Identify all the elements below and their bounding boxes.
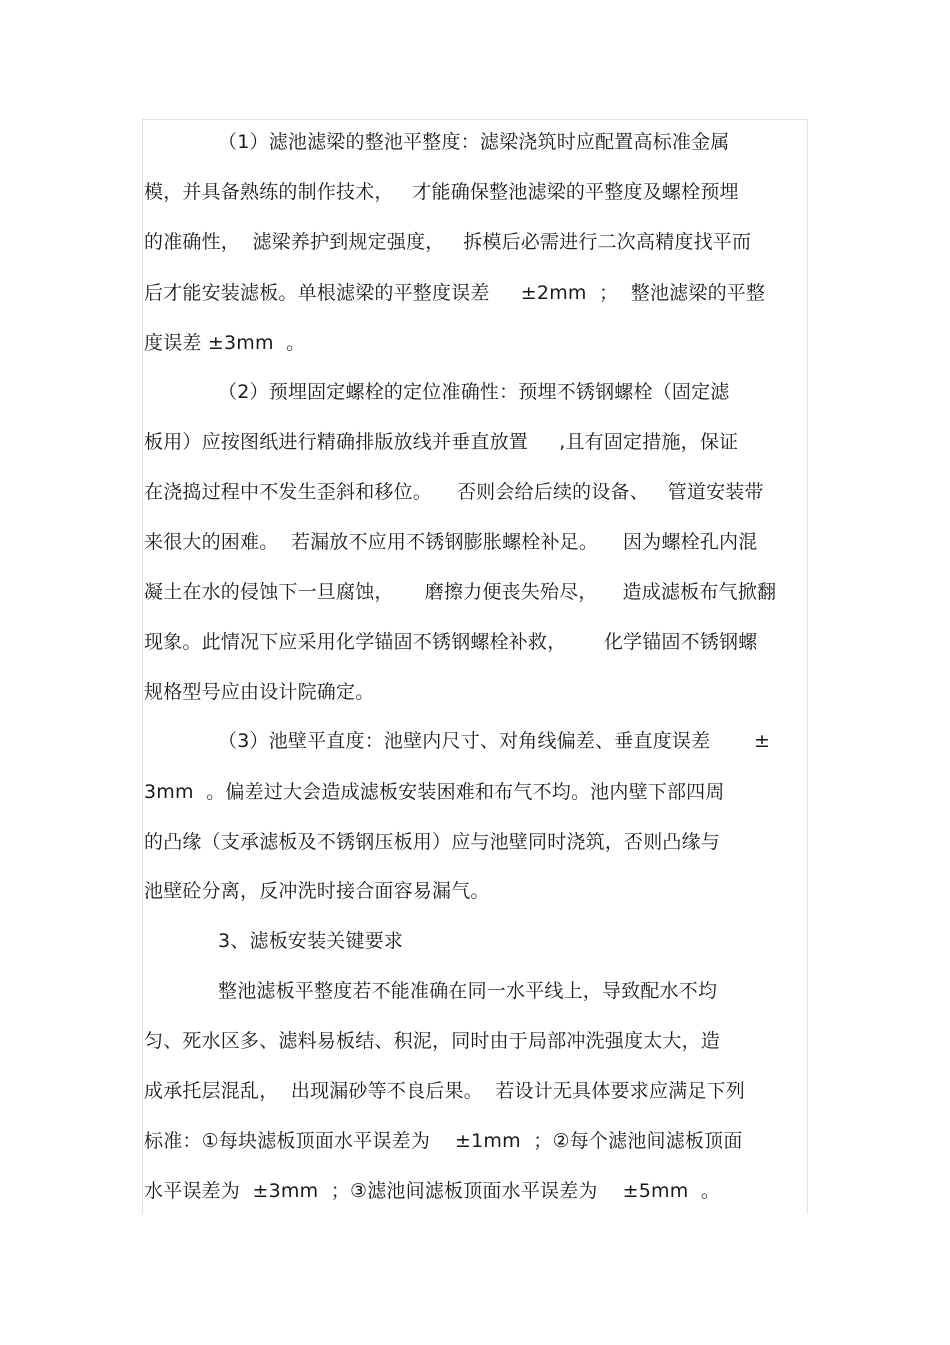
paragraph-line: （1）滤池滤梁的整池平整度：滤梁浇筑时应配置高标准金属 bbox=[218, 131, 730, 153]
section-heading: 3、滤板安装关键要求 bbox=[218, 930, 404, 952]
paragraph-line: （2）预埋固定螺栓的定位准确性：预埋不锈钢螺栓（固定滤 bbox=[218, 381, 730, 403]
paragraph-line: 度误差 ±3mm 。 bbox=[144, 332, 306, 354]
paragraph-line: 的凸缘（支承滤板及不锈钢压板用）应与池壁同时浇筑，否则凸缘与 bbox=[144, 831, 721, 853]
paragraph-line: 板用）应按图纸进行精确排版放线并垂直放置 ,且有固定措施，保证 bbox=[144, 431, 739, 453]
page-frame-top bbox=[142, 119, 808, 120]
paragraph-line: 模，并具备熟练的制作技术， 才能确保整池滤梁的平整度及螺栓预埋 bbox=[144, 181, 739, 203]
paragraph-line: 的准确性， 滤梁养护到规定强度， 拆模后必需进行二次高精度找平而 bbox=[144, 231, 752, 253]
paragraph-line: 后才能安装滤板。单根滤梁的平整度误差 ±2mm ； 整池滤梁的平整 bbox=[144, 282, 766, 304]
paragraph-line: 匀、死水区多、滤料易板结、积泥，同时由于局部冲洗强度太大，造 bbox=[144, 1030, 721, 1052]
paragraph-line: （3）池壁平直度：池壁内尺寸、对角线偏差、垂直度误差 ± bbox=[218, 730, 771, 752]
paragraph-line: 来很大的困难。 若漏放不应用不锈钢膨胀螺栓补足。 因为螺栓孔内混 bbox=[144, 531, 758, 553]
paragraph-line: 整池滤板平整度若不能准确在同一水平线上，导致配水不均 bbox=[218, 980, 718, 1002]
paragraph-line: 池壁砼分离，反冲洗时接合面容易漏气。 bbox=[144, 880, 490, 902]
page-frame-left bbox=[142, 119, 143, 1214]
paragraph-line: 在浇捣过程中不发生歪斜和移位。 否则会给后续的设备、 管道安装带 bbox=[144, 481, 764, 503]
paragraph-line: 水平误差为 ±3mm ；③滤池间滤板顶面水平误差为 ±5mm 。 bbox=[144, 1180, 721, 1202]
paragraph-line: 成承托层混乱， 出现漏砂等不良后果。 若设计无具体要求应满足下列 bbox=[144, 1080, 745, 1102]
paragraph-line: 3mm 。偏差过大会造成滤板安装困难和布气不均。池内壁下部四周 bbox=[144, 781, 725, 803]
paragraph-line: 凝土在水的侵蚀下一旦腐蚀， 磨擦力便丧失殆尽， 造成滤板布气掀翻 bbox=[144, 581, 777, 603]
paragraph-line: 规格型号应由设计院确定。 bbox=[144, 681, 375, 703]
paragraph-line: 标准：①每块滤板顶面水平误差为 ±1mm ；②每个滤池间滤板顶面 bbox=[144, 1130, 743, 1152]
paragraph-line: 现象。此情况下应采用化学锚固不锈钢螺栓补救， 化学锚固不锈钢螺 bbox=[144, 631, 758, 653]
